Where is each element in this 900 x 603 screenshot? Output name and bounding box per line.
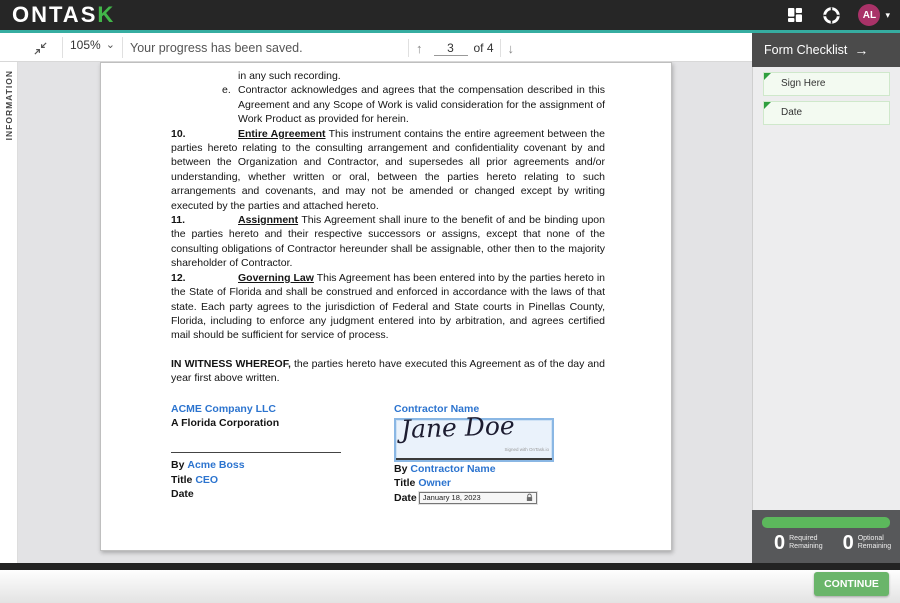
- witness-text: the parties hereto have executed this Agreement as of the day and year first above written.: [171, 357, 605, 385]
- counter-value: 0: [774, 532, 786, 554]
- page-number-input[interactable]: [434, 41, 468, 56]
- progress-bar: [762, 517, 890, 528]
- checklist-item-label: Sign Here: [781, 78, 826, 89]
- date-label: Date: [394, 491, 417, 504]
- information-tab[interactable]: INFORMATION: [4, 70, 14, 141]
- by-value: Acme Boss: [187, 459, 245, 472]
- by-row: [394, 462, 562, 476]
- signature-field[interactable]: [394, 410, 554, 462]
- chevron-down-icon: ⌄: [105, 39, 115, 51]
- continue-button[interactable]: CONTINUE: [814, 572, 889, 596]
- accent-divider: [0, 30, 900, 33]
- section-number: 12.: [171, 271, 186, 284]
- lock-icon: [526, 493, 533, 502]
- list-item-e: [222, 83, 605, 126]
- optional-remaining-counter: [843, 533, 892, 553]
- ontask-logo[interactable]: [12, 2, 115, 28]
- title-row: [394, 476, 562, 490]
- section-heading: Entire Agreement: [238, 127, 326, 140]
- signature-area: [171, 402, 605, 532]
- document-toolbar: [0, 33, 752, 62]
- arrow-right-icon: →: [854, 42, 869, 58]
- by-label: By: [171, 459, 185, 472]
- form-checklist-header[interactable]: [752, 33, 900, 67]
- avatar[interactable]: AL: [858, 4, 880, 26]
- section-body: This Agreement shall inure to the benefit of and be binding upon the parties hereto and their respective successors or assigns, except that none of the consulting obligations of Contractor hereunder shall be assignable, other then to the majority shareholder of Contractor.: [171, 214, 605, 270]
- zoom-level: 105%: [70, 38, 101, 52]
- section-10: [171, 127, 605, 213]
- section-heading: Governing Law: [238, 271, 314, 284]
- date-label: Date: [171, 488, 194, 501]
- company-name: ACME Company LLC: [171, 402, 276, 415]
- logo-k-mark: K: [97, 2, 116, 27]
- counter-label: Required: [789, 535, 818, 542]
- form-checklist-panel: [752, 67, 900, 510]
- toolbar-separator: [122, 37, 123, 58]
- by-row: [171, 458, 343, 472]
- title-value: Owner: [418, 477, 452, 490]
- signature-line: [171, 452, 341, 453]
- caret-down-icon: ▾: [885, 9, 890, 20]
- date-value: January 18, 2023: [422, 492, 481, 502]
- date-field[interactable]: [419, 492, 537, 504]
- section-body: This instrument contains the entire agreement between the parties hereto relating to the consulting arrangement and confidentiality covenant by and between the Organization and Contractor, and supersedes all prior agreements and/or understanding, whether written or oral, between the parties hereto relating to such arrangements and covenants, and may not be amended or changed except by writing executed by the parties and attached hereto.: [171, 127, 605, 212]
- left-panel-strip: [0, 62, 18, 563]
- document-viewport[interactable]: [18, 62, 752, 563]
- title-row: [171, 473, 343, 487]
- document-page: [100, 62, 672, 551]
- document-content: [101, 63, 671, 532]
- checklist-item-date[interactable]: [763, 101, 890, 125]
- counter-value: 0: [842, 532, 854, 554]
- footer-bar: [0, 570, 900, 603]
- signature-caption: Signed with OnTask.io: [504, 446, 549, 452]
- by-label: By: [394, 462, 408, 475]
- zoom-dropdown[interactable]: [70, 38, 115, 52]
- page-down-icon[interactable]: ↓: [507, 40, 515, 56]
- section-11: [171, 213, 605, 271]
- counter-label: Remaining: [789, 543, 823, 550]
- contractor-signature-block: [394, 402, 562, 506]
- bottom-divider-bar: [0, 563, 900, 570]
- page-up-icon[interactable]: ↑: [416, 40, 423, 56]
- section-12: [171, 271, 605, 343]
- user-menu[interactable]: [858, 4, 890, 26]
- form-checklist-title: Form Checklist: [764, 43, 848, 57]
- witness-bold: IN WITNESS WHEREOF,: [171, 357, 291, 370]
- page-total-label: of 4: [473, 41, 494, 55]
- help-icon[interactable]: [822, 6, 840, 24]
- toolbar-separator: [62, 37, 63, 58]
- counter-label: Optional: [857, 535, 884, 542]
- paragraph: in any such recording.: [238, 70, 341, 82]
- checklist-item-sign-here[interactable]: [763, 72, 890, 96]
- remaining-counters-panel: [752, 510, 900, 563]
- list-marker: e.: [222, 84, 231, 97]
- section-body: This Agreement has been entered into by the parties hereto in the State of Florida and shall be construed and enforced in accordance with the laws of that state. Each party agrees to the jurisdiction of Federal and State courts in Pinellas County, Florida, including to enforce any judgment entered into by arbitration, and agrees certified mail should be sufficient for service of process.: [171, 271, 606, 342]
- date-row: [394, 491, 562, 505]
- toolbar-separator: [408, 39, 409, 57]
- section-number: 11.: [171, 214, 186, 227]
- title-label: Title: [171, 473, 193, 486]
- page-navigation: [408, 36, 521, 60]
- checklist-item-label: Date: [781, 107, 803, 118]
- collapse-icon[interactable]: [24, 37, 56, 59]
- progress-saved-message: Your progress has been saved.: [130, 41, 303, 55]
- company-signature-block: [171, 402, 343, 502]
- by-value: Contractor Name: [410, 462, 496, 475]
- counter-label: Remaining: [857, 543, 892, 550]
- list-item-text: Contractor acknowledges and agrees that the compensation described in this Agreement and any Scope of Work is valid consideration for the assignment of Work Product as provided for herein.: [238, 84, 605, 126]
- date-row: [171, 487, 343, 501]
- top-bar: [0, 0, 900, 30]
- signature-script: Jane Doe: [400, 410, 516, 444]
- required-remaining-counter: [774, 533, 823, 553]
- title-value: CEO: [195, 473, 219, 486]
- company-subtitle: A Florida Corporation: [171, 416, 280, 429]
- contractor-header: Contractor Name: [394, 402, 480, 415]
- witness-paragraph: [171, 357, 605, 386]
- section-number: 10.: [171, 127, 186, 140]
- logo-text: ONTAS: [12, 2, 98, 27]
- toolbar-separator: [500, 39, 501, 57]
- section-heading: Assignment: [238, 214, 299, 227]
- title-label: Title: [394, 477, 416, 490]
- apps-grid-icon[interactable]: [786, 6, 804, 24]
